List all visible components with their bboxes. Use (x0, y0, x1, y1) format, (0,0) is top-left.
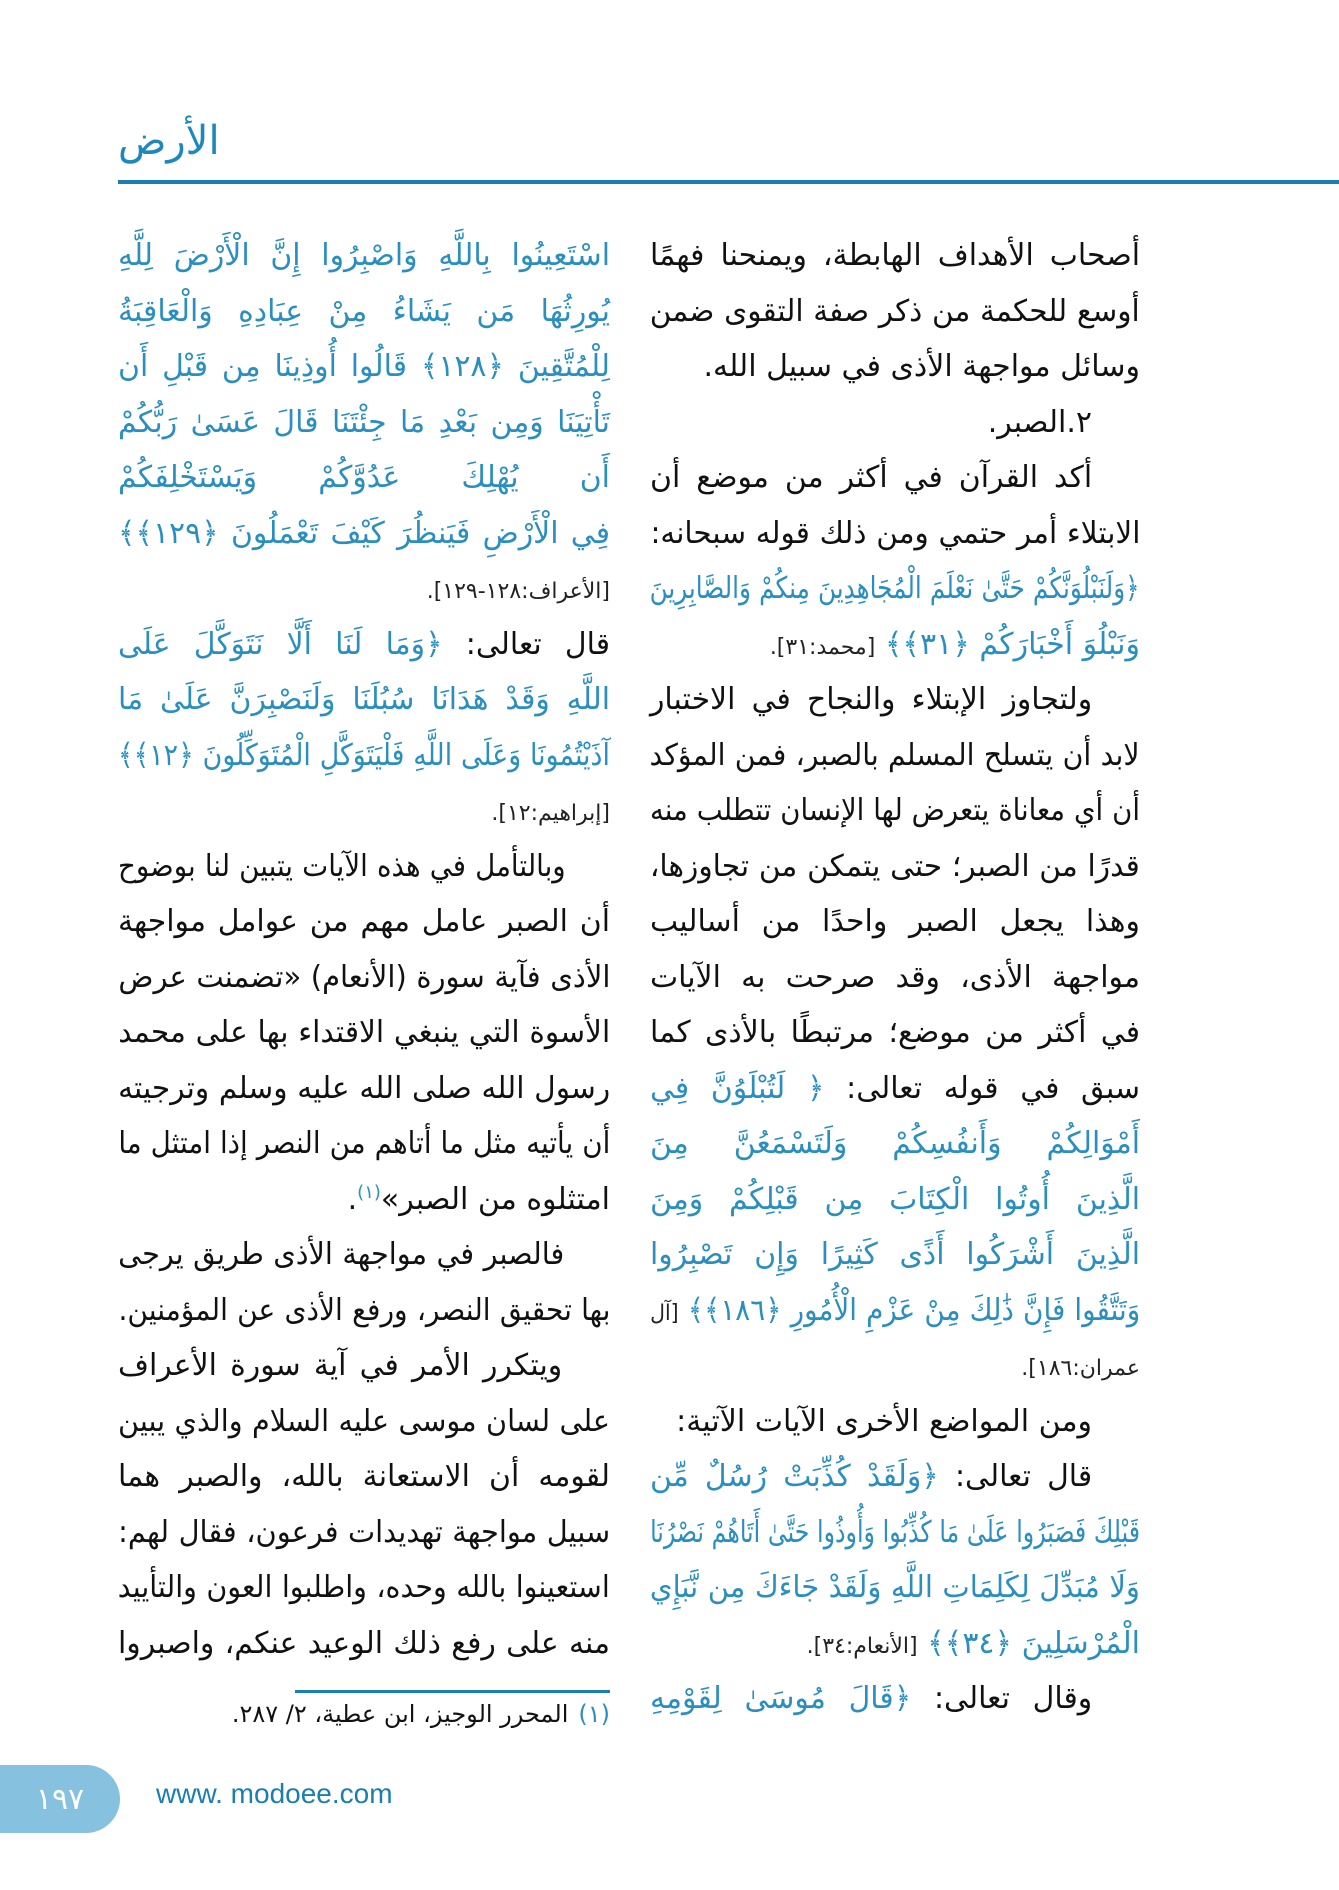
quran-verse: اللَّهِ وَقَدْ هَدَانَا سُبُلَنَا وَلَنَصْبِرَنَّ عَلَىٰ مَا (118, 682, 610, 717)
text-line (118, 672, 610, 728)
body-text: أوسع للحكمة من ذكر صفة التقوى ضمن (650, 293, 1140, 329)
quran-verse: وَلَا مُبَدِّلَ لِكَلِمَاتِ اللَّهِ وَلَقَدْ جَاءَكَ مِن نَّبَإِي (650, 1570, 1140, 1605)
text-line (118, 1449, 610, 1505)
text-line (650, 1116, 1140, 1172)
body-text: في أكثر من موضع؛ مرتبطًا بالأذى كما (650, 1015, 1140, 1050)
body-text: وقال تعالى: (911, 1681, 1093, 1716)
text-line (118, 617, 610, 673)
body-text: أصحاب الأهداف الهابطة، ويمنحنا فهمًا (650, 238, 1140, 273)
text-line (650, 1005, 1140, 1061)
body-text: قال تعالى: (442, 626, 610, 662)
text-line (118, 1116, 610, 1172)
text-line (650, 1671, 1140, 1727)
body-text: مواجهة الأذى، وقد صرحت به الآيات (650, 959, 1140, 995)
body-text: وبالتأمل في هذه الآيات يتبين لنا بوضوح (118, 848, 566, 884)
text-line (118, 950, 610, 1006)
text-line (650, 617, 1140, 673)
text-line (118, 1505, 610, 1561)
text-line (650, 561, 1140, 617)
text-line (118, 839, 610, 895)
verse-reference: [الأنعام:٣٤]. (806, 1633, 918, 1659)
text-line (650, 1616, 1140, 1672)
body-text: لابد أن يتسلح المسلم بالصبر، فمن المؤكد (650, 737, 1140, 773)
body-text: استعينوا بالله وحده، واطلبوا العون والتأييد (118, 1570, 610, 1605)
text-line (650, 1227, 1140, 1283)
body-text: لقومه أن الاستعانة بالله، والصبر هما (118, 1459, 610, 1494)
text-line (650, 1449, 1140, 1505)
footnote-marker: (١) (357, 1181, 381, 1203)
text-line (650, 1283, 1140, 1339)
quran-verse: ﴿وَمَا لَنَا أَلَّا نَتَوَكَّلَ عَلَى (118, 626, 443, 662)
quran-verse: تَأْتِيَنَا وَمِن بَعْدِ مَا جِئْتَنَا قَالَ عَسَىٰ رَبُّكُمْ (118, 404, 610, 440)
quran-verse: الَّذِينَ أَشْرَكُوا أَذًى كَثِيرًا وَإِن تَصْبِرُوا (650, 1237, 1140, 1272)
body-text: ومن المواضع الأخرى الآيات الآتية: (676, 1403, 1092, 1439)
body-text: الأذى فآية سورة (الأنعام) «تضمنت عرض (118, 959, 610, 995)
verse-reference: [إبراهيم:١٢]. (491, 801, 610, 826)
text-line (650, 450, 1140, 506)
text-line (118, 1338, 610, 1394)
body-text: منه على رفع ذلك الوعيد عنكم، واصبروا (118, 1625, 610, 1661)
footnote-number: (١) (578, 1700, 610, 1728)
body-text: ٢.الصبر. (987, 404, 1092, 440)
text-line (650, 728, 1140, 784)
body-text: أكد القرآن في أكثر من موضع أن (650, 460, 1093, 495)
quran-verse: آذَيْتُمُونَا وَعَلَى اللَّهِ فَلْيَتَوَكَّلِ الْمُتَوَكِّلُونَ ﴿١٢﴾﴾ (118, 737, 610, 773)
body-text: قال تعالى: (938, 1459, 1093, 1494)
verse-reference: [محمد:٣١]. (769, 634, 876, 660)
body-text: على لسان موسى عليه السلام والذي يبين (118, 1403, 610, 1439)
quran-verse: الَّذِينَ أُوتُوا الْكِتَابَ مِن قَبْلِكُمْ وَمِنَ (650, 1181, 1140, 1217)
text-line (118, 561, 610, 617)
text-line (118, 894, 610, 950)
text-line (650, 284, 1140, 340)
footnote (118, 1700, 610, 1728)
text-line (650, 395, 1140, 451)
quran-verse: أَمْوَالِكُمْ وَأَنفُسِكُمْ وَلَتَسْمَعُنَّ مِنَ (650, 1126, 1140, 1161)
body-text: أن الصبر عامل مهم من عوامل مواجهة (118, 904, 610, 939)
text-line (118, 728, 610, 784)
quran-verse: قَبْلِكَ فَصَبَرُوا عَلَىٰ مَا كُذِّبُوا وَأُوذُوا حَتَّىٰ أَتَاهُمْ نَصْرُنَا (650, 1514, 1140, 1550)
quran-verse: الْمُرْسَلِينَ ﴿٣٤﴾﴾ (917, 1625, 1140, 1661)
text-line (650, 228, 1140, 284)
text-line (118, 450, 610, 506)
footnote-divider (295, 1690, 610, 1693)
body-text: سبيل مواجهة تهديدات فرعون، فقال لهم: (118, 1514, 610, 1550)
text-line (650, 783, 1140, 839)
quran-verse: وَتَتَّقُوا فَإِنَّ ذَٰلِكَ مِنْ عَزْمِ الْأُمُورِ ﴿١٨٦﴾﴾ (678, 1292, 1140, 1328)
header-divider (118, 180, 1339, 184)
body-text: الابتلاء أمر حتمي ومن ذلك قوله سبحانه: (650, 515, 1140, 551)
text-line (650, 894, 1140, 950)
text-line (118, 506, 610, 562)
body-text: . (347, 1181, 358, 1217)
text-line (650, 839, 1140, 895)
quran-verse: اسْتَعِينُوا بِاللَّهِ وَاصْبِرُوا إِنَّ الْأَرْضَ لِلَّهِ (118, 238, 610, 273)
body-text: فالصبر في مواجهة الأذى طريق يرجى (118, 1237, 565, 1272)
body-text: ويتكرر الأمر في آية سورة الأعراف (118, 1348, 563, 1383)
body-text: سبق في قوله تعالى: (824, 1070, 1141, 1106)
chapter-title: الأرض (118, 118, 220, 164)
left-text-column (118, 228, 610, 1671)
text-line (118, 339, 610, 395)
text-line (650, 1172, 1140, 1228)
text-line (650, 1505, 1140, 1561)
text-line (650, 1338, 1140, 1394)
verse-reference: [الأعراف:١٢٨-١٢٩]. (426, 579, 610, 604)
footnote-text: المحرر الوجيز، ابن عطية، ٢/ ٢٨٧. (231, 1700, 569, 1728)
text-line (650, 506, 1140, 562)
quran-verse: وَنَبْلُوَ أَخْبَارَكُمْ ﴿٣١﴾﴾ (875, 626, 1140, 662)
website-link[interactable]: www. modoee.com (156, 1778, 393, 1809)
verse-reference: [آل (650, 1300, 679, 1326)
body-text: الأسوة التي ينبغي الاقتداء بها على محمد (118, 1015, 610, 1050)
body-text: بها تحقيق النصر، ورفع الأذى عن المؤمنين. (118, 1292, 610, 1328)
text-line (118, 1283, 610, 1339)
text-line (118, 1172, 610, 1228)
quran-verse: ﴿وَلَنَبْلُوَنَّكُمْ حَتَّىٰ نَعْلَمَ الْمُجَاهِدِينَ مِنكُمْ وَالصَّابِرِينَ (650, 571, 1140, 606)
page-number: ١٩٧ (35, 1781, 85, 1817)
verse-reference: عمران:١٨٦]. (1021, 1356, 1140, 1381)
body-text: رسول الله صلى الله عليه وسلم وترجيته (118, 1070, 610, 1106)
right-text-column (650, 228, 1140, 1727)
text-line (650, 339, 1140, 395)
body-text: قدرًا من الصبر؛ حتى يتمكن من تجاوزها، (650, 848, 1140, 884)
page-number-badge (0, 1765, 120, 1833)
body-text: أن يأتيه مثل ما أتاهم من النصر إذا امتثل ما (118, 1126, 610, 1161)
body-text: ولتجاوز الإبتلاء والنجاح في الاختبار (650, 682, 1093, 717)
quran-verse: فِي الْأَرْضِ فَيَنظُرَ كَيْفَ تَعْمَلُونَ ﴿١٢٩﴾﴾ (118, 515, 611, 551)
text-line (118, 1005, 610, 1061)
quran-verse: ﴿ لَتُبْلَوُنَّ فِي (650, 1070, 825, 1106)
body-text: وسائل مواجهة الأذى في سبيل الله. (703, 349, 1140, 384)
text-line (650, 672, 1140, 728)
text-line (650, 1560, 1140, 1616)
quran-verse: أَن يُهْلِكَ عَدُوَّكُمْ وَيَسْتَخْلِفَكُمْ (118, 460, 610, 495)
body-text: امتثلوه من الصبر» (380, 1181, 610, 1217)
body-text: وهذا يجعل الصبر واحدًا من أساليب (650, 904, 1140, 939)
text-line (118, 395, 610, 451)
text-line (118, 1394, 610, 1450)
text-line (650, 950, 1140, 1006)
quran-verse: ﴿قَالَ مُوسَىٰ لِقَوْمِهِ (650, 1681, 912, 1716)
quran-verse: لِلْمُتَّقِينَ ﴿١٢٨﴾ قَالُوا أُوذِينَا مِن قَبْلِ أَن (118, 349, 610, 384)
text-line (118, 1227, 610, 1283)
text-line (650, 1061, 1140, 1117)
text-line (118, 783, 610, 839)
text-line (118, 284, 610, 340)
quran-verse: ﴿وَلَقَدْ كُذِّبَتْ رُسُلٌ مِّن (650, 1459, 939, 1494)
body-text: أن أي معاناة يتعرض لها الإنسان تتطلب منه (650, 793, 1140, 828)
text-line (118, 228, 610, 284)
text-line (650, 1394, 1140, 1450)
text-line (118, 1616, 610, 1672)
text-line (118, 1560, 610, 1616)
quran-verse: يُورِثُهَا مَن يَشَاءُ مِنْ عِبَادِهِ وَالْعَاقِبَةُ (118, 293, 610, 329)
text-line (118, 1061, 610, 1117)
